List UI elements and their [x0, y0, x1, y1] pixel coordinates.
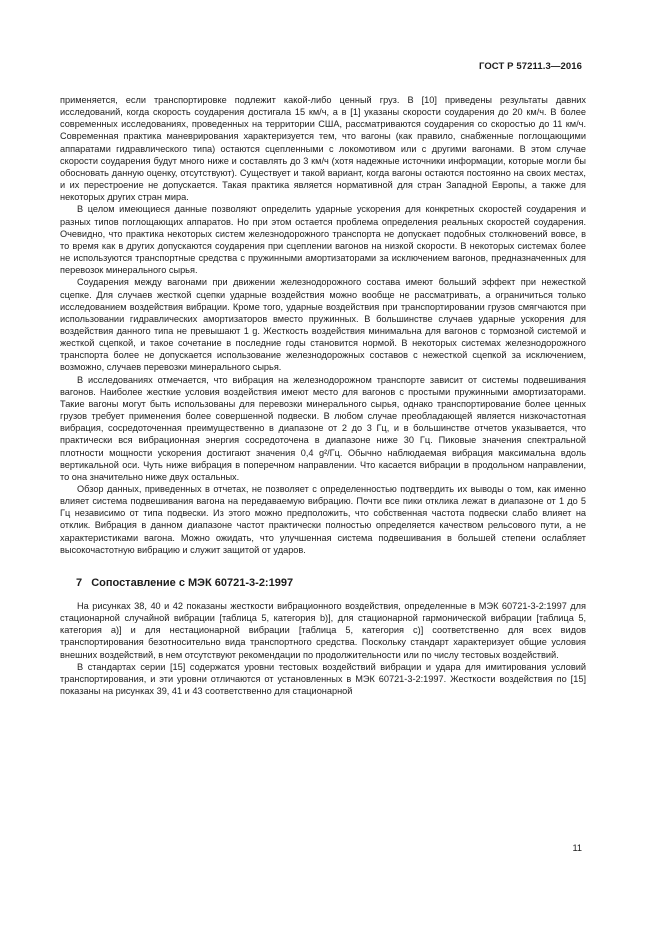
paragraph: В исследованиях отмечается, что вибрация на железнодорожном транспорте зависит от системы подвешивания вагонов. Наиболее жесткие условия воздействия имеют место для вагонов с простыми пружинными амортизаторами. Такие вагоны могут быть использованы для перевозки минерального сырья, однако транспортирование более ценных грузов требует применения более совершенной подвески. В любом случае преобладающей является низкочастотная вибрация, сосредоточенная преимущественно в диапазоне от 2 до 3 Гц, и в большинстве отчетов указывается, что практически вся вибрационная энергия сосредоточена в диапазоне ниже 30 Гц. Пиковые значения спектральной плотности мощности ускорения достигают значения 0,4 g²/Гц. Обычно наблюдаемая вибрация максимальна вдоль вертикальной оси. Чуть ниже вибрация в поперечном направлении. Что касается вибрации в продольном направлении, то она значительно ниже двух остальных.: [60, 374, 586, 482]
paragraph: Соударения между вагонами при движении железнодорожного состава имеют больший эффект при нежесткой сцепке. Для случаев жесткой сцепки ударные воздействия можно вообще не рассматривать, а ограничиться только исследованием воздействия вибрации. Кроме того, ударные воздействия при транспортировании грузов смягчаются при использовании гидравлических амортизаторов вместо пружинных. В большинстве случаев ударные ускорения для воздействия данного типа не превышают 1 g. Жесткость воздействия минимальна для вагонов с тормозной системой и жесткой сцепкой, и такое сочетание в последние годы становится нормой. В некоторых системах железнодорожного транспорта более не допускается использование железнодорожных составов с нежесткой сцепкой за исключением, возможно, случаев перевозки минерального сырья.: [60, 277, 586, 373]
paragraph: Обзор данных, приведенных в отчетах, не позволяет с определенностью подтвердить их выводы о том, как именно влияет система подвешивания вагона на передаваемую вибрацию. Почти все пики отклика лежат в диапазоне от 1 до 5 Гц независимо от типа подвески. Из этого можно предположить, что собственная частота подвески слабо влияет на отклик. Вибрация в данном диапазоне частот практически полностью определяется качеством рельсового пути, а не характеристиками вагона. Можно ожидать, что улучшенная система подвешивания в большей степени ослабляет высокочастотную вибрацию и служит защитой от ударов.: [60, 484, 586, 555]
paragraph: В целом имеющиеся данные позволяют определить ударные ускорения для конкретных скоростей соударения и разных типов поглощающих аппаратов. Но при этом остается проблема определения реальных скоростей соударения. Очевидно, что практика некоторых систем железнодорожного транспорта не допускает подобных столкновений вовсе, в то время как в других допускаются соударения при сцеплении вагонов на низкой скорости. В некоторых системах более не используются транспортные средства с пружинными амортизаторами за исключением вагонов, предназначенных для перевозок минерального сырья.: [60, 204, 586, 276]
document-code-header: ГОСТ Р 57211.3—2016: [478, 61, 582, 72]
section-number: 7: [76, 576, 83, 589]
document-body: [60, 94, 586, 697]
page-number: 11: [572, 843, 582, 853]
section-title: Сопоставление с МЭК 60721-3-2:1997: [91, 576, 294, 589]
paragraph: применяется, если транспортировке подлежит какой-либо ценный груз. В [10] приведены результаты давних исследований, когда скорость соударения достигала 15 км/ч, а в [1] указаны скорости соударения до 20 км/ч. В более современных исследованиях, проведенных на территории США, рассматриваются соударения со скоростью до 11 км/ч. Современная практика маневрирования характеризуется тем, что вагоны (как правило, снабженные поглощающими аппаратами гидравлического типа) остаются сцепленными с локомотивом или с другими вагонами. В этом случае скорости соударения будут много ниже и составлять до 3 км/ч (хотя надежные источники информации, которые могли бы обосновать данную оценку, отсутствуют). Существует и такой вариант, когда вагоны остаются постоянно на своих местах, и их перестроение не допускается. Такая практика является нормативной для стран Западной Европы, а также для некоторых других стран мира.: [60, 95, 586, 203]
section-heading: [76, 576, 586, 590]
paragraph: В стандартах серии [15] содержатся уровни тестовых воздействий вибрации и удара для имитирования условий транспортирования, и эти уровни отличаются от установленных в МЭК 60721-3-2:1997. Жесткости воздействия по [15] показаны на рисунках 39, 41 и 43 соответственно для стационарной: [60, 661, 586, 697]
paragraph: На рисунках 38, 40 и 42 показаны жесткости вибрационного воздействия, определенные в МЭК 60721-3-2:1997 для стационарной случайной вибрации [таблица 5, категория b)], для стационарной гармонической вибрации [таблица 5, категория а)] и для нестационарной вибрации [таблица 5, категория с)] соответственно для всех видов транспортирования безотносительно вида транспортного средства. Поскольку стандарт характеризует общие условия внешних воздействий, в нем отсутствуют рекомендации по продолжительности или по числу тестовых воздействий.: [60, 600, 586, 660]
